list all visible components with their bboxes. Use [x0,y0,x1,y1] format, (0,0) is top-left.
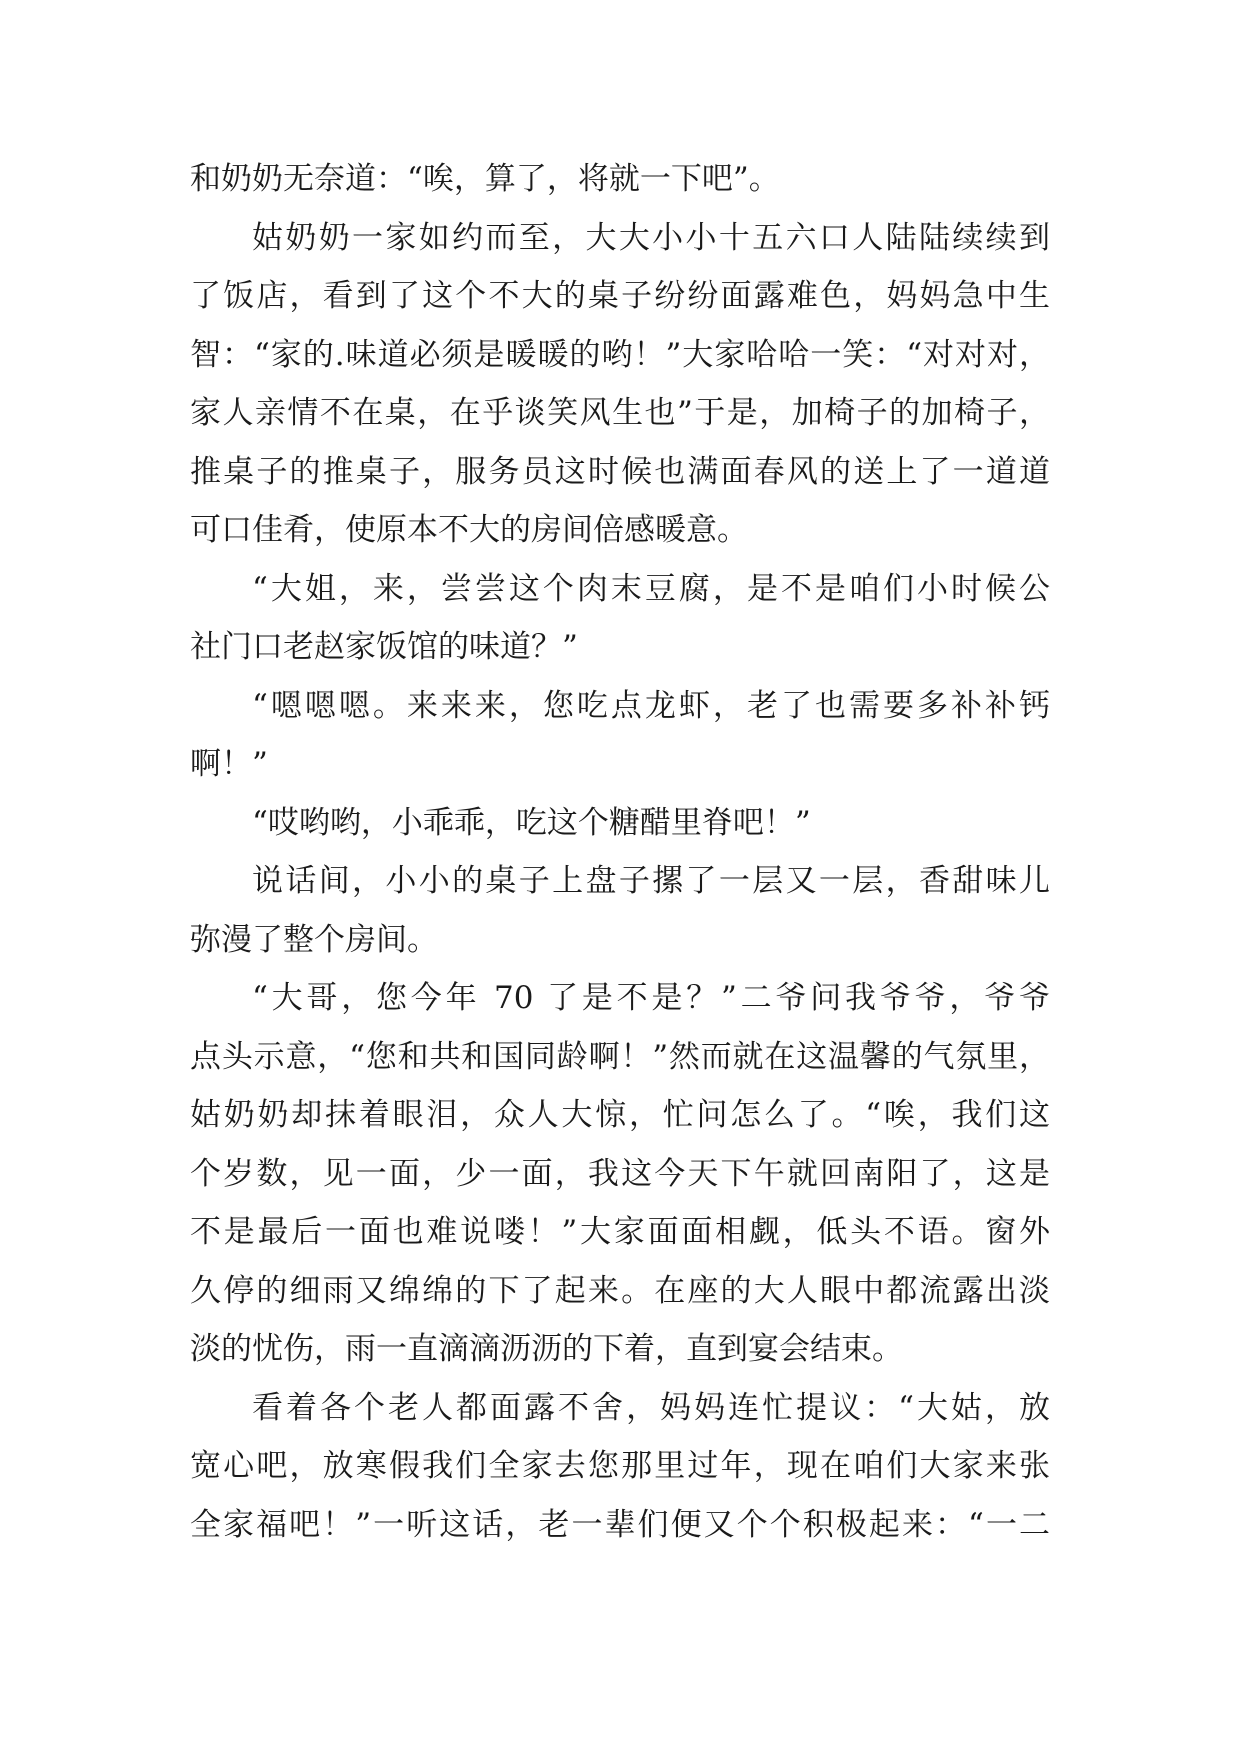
paragraph-first-line: “大哥，您今年 70 了是不是？”二爷问我爷爷，爷爷 [252,980,1050,1016]
paragraph-first-line: 姑奶奶一家如约而至，大大小小十五六口人陆陆续续到 [252,219,1050,256]
text-line: 智：“家的.味道必须是暖暖的哟！”大家哈哈一笑：“对对对， [190,336,1050,373]
text-line: 姑奶奶却抹着眼泪，众人大惊，忙问怎么了。“唉，我们这 [190,1097,1050,1133]
body-text [190,150,1050,1554]
text-line: 了饭店，看到了这个不大的桌子纷纷面露难色，妈妈急中生 [190,278,1050,314]
text-line: 啊！” [190,746,268,782]
text-line: 宽心吧，放寒假我们全家去您那里过年，现在咱们大家来张 [190,1448,1050,1484]
text-line: 社门口老赵家饭馆的味道？” [190,629,578,665]
text-line: 弥漫了整个房间。 [190,921,438,958]
paragraph-first-line: “大姐，来，尝尝这个肉末豆腐，是不是咱们小时候公 [252,570,1050,607]
paragraph-first-line: “嗯嗯嗯。来来来，您吃点龙虾，老了也需要多补补钙 [252,687,1050,724]
paragraph-first-line: 看着各个老人都面露不舍，妈妈连忙提议：“大姑，放 [252,1389,1050,1426]
text-line: 推桌子的推桌子，服务员这时候也满面春风的送上了一道道 [190,453,1050,490]
text-line: 家人亲情不在桌，在乎谈笑风生也”于是，加椅子的加椅子， [190,395,1050,431]
text-line: 点头示意，“您和共和国同龄啊！”然而就在这温馨的气氛里， [190,1038,1050,1075]
paragraph-first-line: 说话间，小小的桌子上盘子摞了一层又一层，香甜味儿 [252,863,1050,899]
text-line: 淡的忧伤，雨一直滴滴沥沥的下着，直到宴会结束。 [190,1331,903,1367]
text-line: 个岁数，见一面，少一面，我这今天下午就回南阳了，这是 [190,1155,1050,1192]
text-line: 久停的细雨又绵绵的下了起来。在座的大人眼中都流露出淡 [190,1272,1050,1309]
text-line: 可口佳肴，使原本不大的房间倍感暖意。 [190,512,748,548]
paragraph-first-line: “哎哟哟，小乖乖，吃这个糖醋里脊吧！” [252,804,811,841]
text-line: 全家福吧！”一听这话，老一辈们便又个个积极起来：“一二 [190,1506,1050,1543]
text-line: 不是最后一面也难说喽！”大家面面相觑，低头不语。窗外 [190,1214,1050,1250]
text-line: 和奶奶无奈道：“唉，算了，将就一下吧”。 [190,161,780,197]
